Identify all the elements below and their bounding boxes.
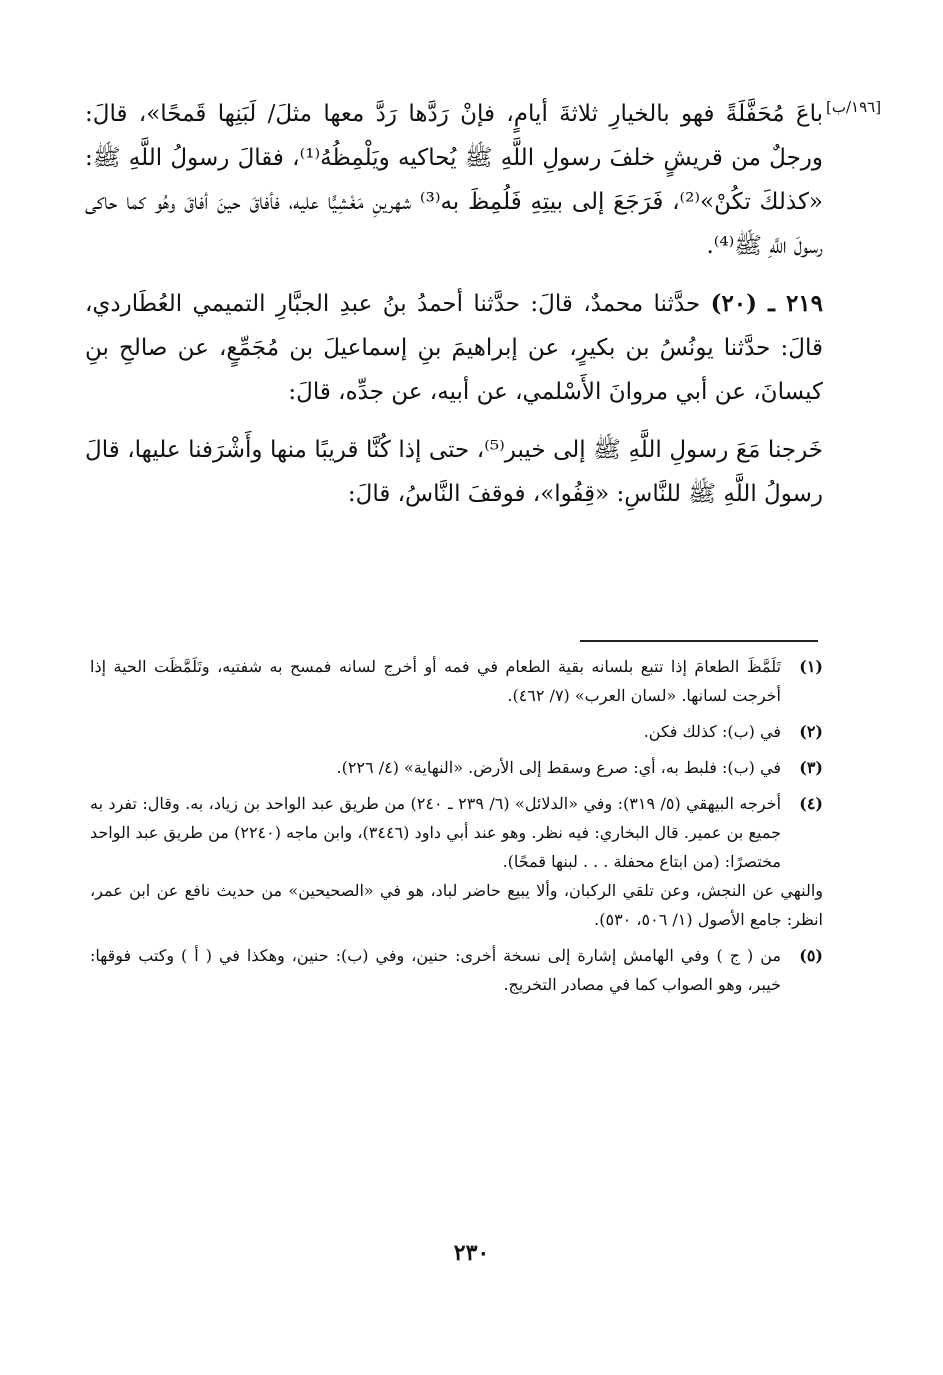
footnote-1	[90, 652, 823, 710]
footnote-text: من ( ج ) وفي الهامش إشارة إلى نسخة أخرى: حنين، وفي (ب): حنين، وهكذا في ( أ ) وكتب فوقها: خيبر، وهو الصواب كما في مصادر التخريج.	[90, 946, 781, 994]
footnote-number: (٣)	[799, 758, 823, 777]
manuscript-folio-marker: [١٩٦/ب]	[826, 98, 882, 116]
footnote-text: في (ب): كذلك فكن.	[643, 722, 781, 741]
footnote-text: في (ب): فلبط به، أي: صرع وسقط إلى الأرض. «النهاية» (٤/ ٢٢٦).	[336, 758, 781, 777]
footnote-number: (٤)	[799, 794, 823, 813]
main-paragraph-1: باعَ مُحَفَّلَةً فهو بالخيارِ ثلاثةَ أيامٍ، فإنْ رَدَّها رَدَّ معها مثلَ/ لَبَنِها قَمحًا»، قالَ: ورجلٌ من قريشٍ خلفَ رسولِ اللَّهِ ﷺ يُحاكيه ويَلْمِظُهُ⁽¹⁾، فقالَ رسولُ اللَّهِ ﷺ: «كذلكَ تكُنْ»⁽²⁾، فَرَجَعَ إلى بيتِهِ فَلُمِظَ به⁽³⁾ شهرينِ مَغْشِيًّا عليه، فأفاقَ حينَ أفاقَ وهُو كما حاكى رسولَ اللَّهِ ﷺ⁽⁴⁾.	[85, 101, 824, 259]
footnote-number: (٢)	[799, 722, 823, 741]
footnotes	[90, 652, 823, 1006]
footnote-separator	[580, 640, 818, 642]
footnote-text-continued: والنهي عن النجش، وعن تلقي الركبان، وألا يبيع حاضر لباد، هو في «الصحيحين» من حديث نافع عن ابن عمر، انظر: جامع الأصول (١/ ٥٠٦، ٥٣٠).	[90, 881, 823, 929]
main-paragraph-2	[85, 282, 823, 414]
footnote-text: تَلَمَّظَ الطعامَ إذا تتبع بلسانه بقية الطعام في فمه أو أخرج لسانه فمسح به شفتيه، وتَلَمَّظَت الحية إذا أخرجت لسانها. «لسان العرب» (٧/ ٤٦٢).	[90, 657, 781, 705]
main-text	[85, 92, 823, 516]
footnote-number: (٥)	[799, 946, 823, 965]
footnote-4	[90, 789, 823, 934]
footnote-2	[90, 717, 823, 746]
footnote-text: أخرجه البيهقي (٥/ ٣١٩): وفي «الدلائل» (٦/ ٢٣٩ ـ ٢٤٠) من طريق عبد الواحد بن زياد، به. وقال: تفرد به جميع بن عمير. قال البخاري: فيه نظر. وهو عند أبي داود (٣٤٤٦)، وابن ماجه (٢٢٤٠) من طريق عبد الواحد مختصرًا: (من ابتاع محفلة . . . لبنها قمحًا).	[90, 794, 782, 871]
footnote-3	[90, 753, 823, 782]
footnote-number: (١)	[799, 657, 823, 676]
hadith-number: ٢١٩ ـ (٢٠)	[710, 290, 823, 317]
main-paragraph-3: خَرجنا مَعَ رسولِ اللَّهِ ﷺ إلى خيبر⁽⁵⁾، حتى إذا كُنَّا قريبًا منها وأَشْرَفنا عليها، قالَ رسولُ اللَّهِ ﷺ للنَّاسِ: «قِفُوا»، فوقفَ النَّاسُ، قالَ:	[85, 437, 824, 507]
footnote-5	[90, 941, 823, 999]
page-number: ٢٣٠	[453, 1240, 490, 1266]
hadith-isnad: حدَّثنا محمدٌ، قالَ: حدَّثنا أحمدُ بنُ عبدِ الجبَّارِ التميمي العُطَاردي، قالَ: حدَّثنا يونُسُ بن بكيرٍ، عن إبراهيمَ بنِ إسماعيلَ بن مُجَمِّعٍ، عن صالحِ بنِ كيسانَ، عن أبي مروانَ الأَسْلمي، عن أبيه، عن جدِّه، قالَ:	[85, 291, 823, 405]
